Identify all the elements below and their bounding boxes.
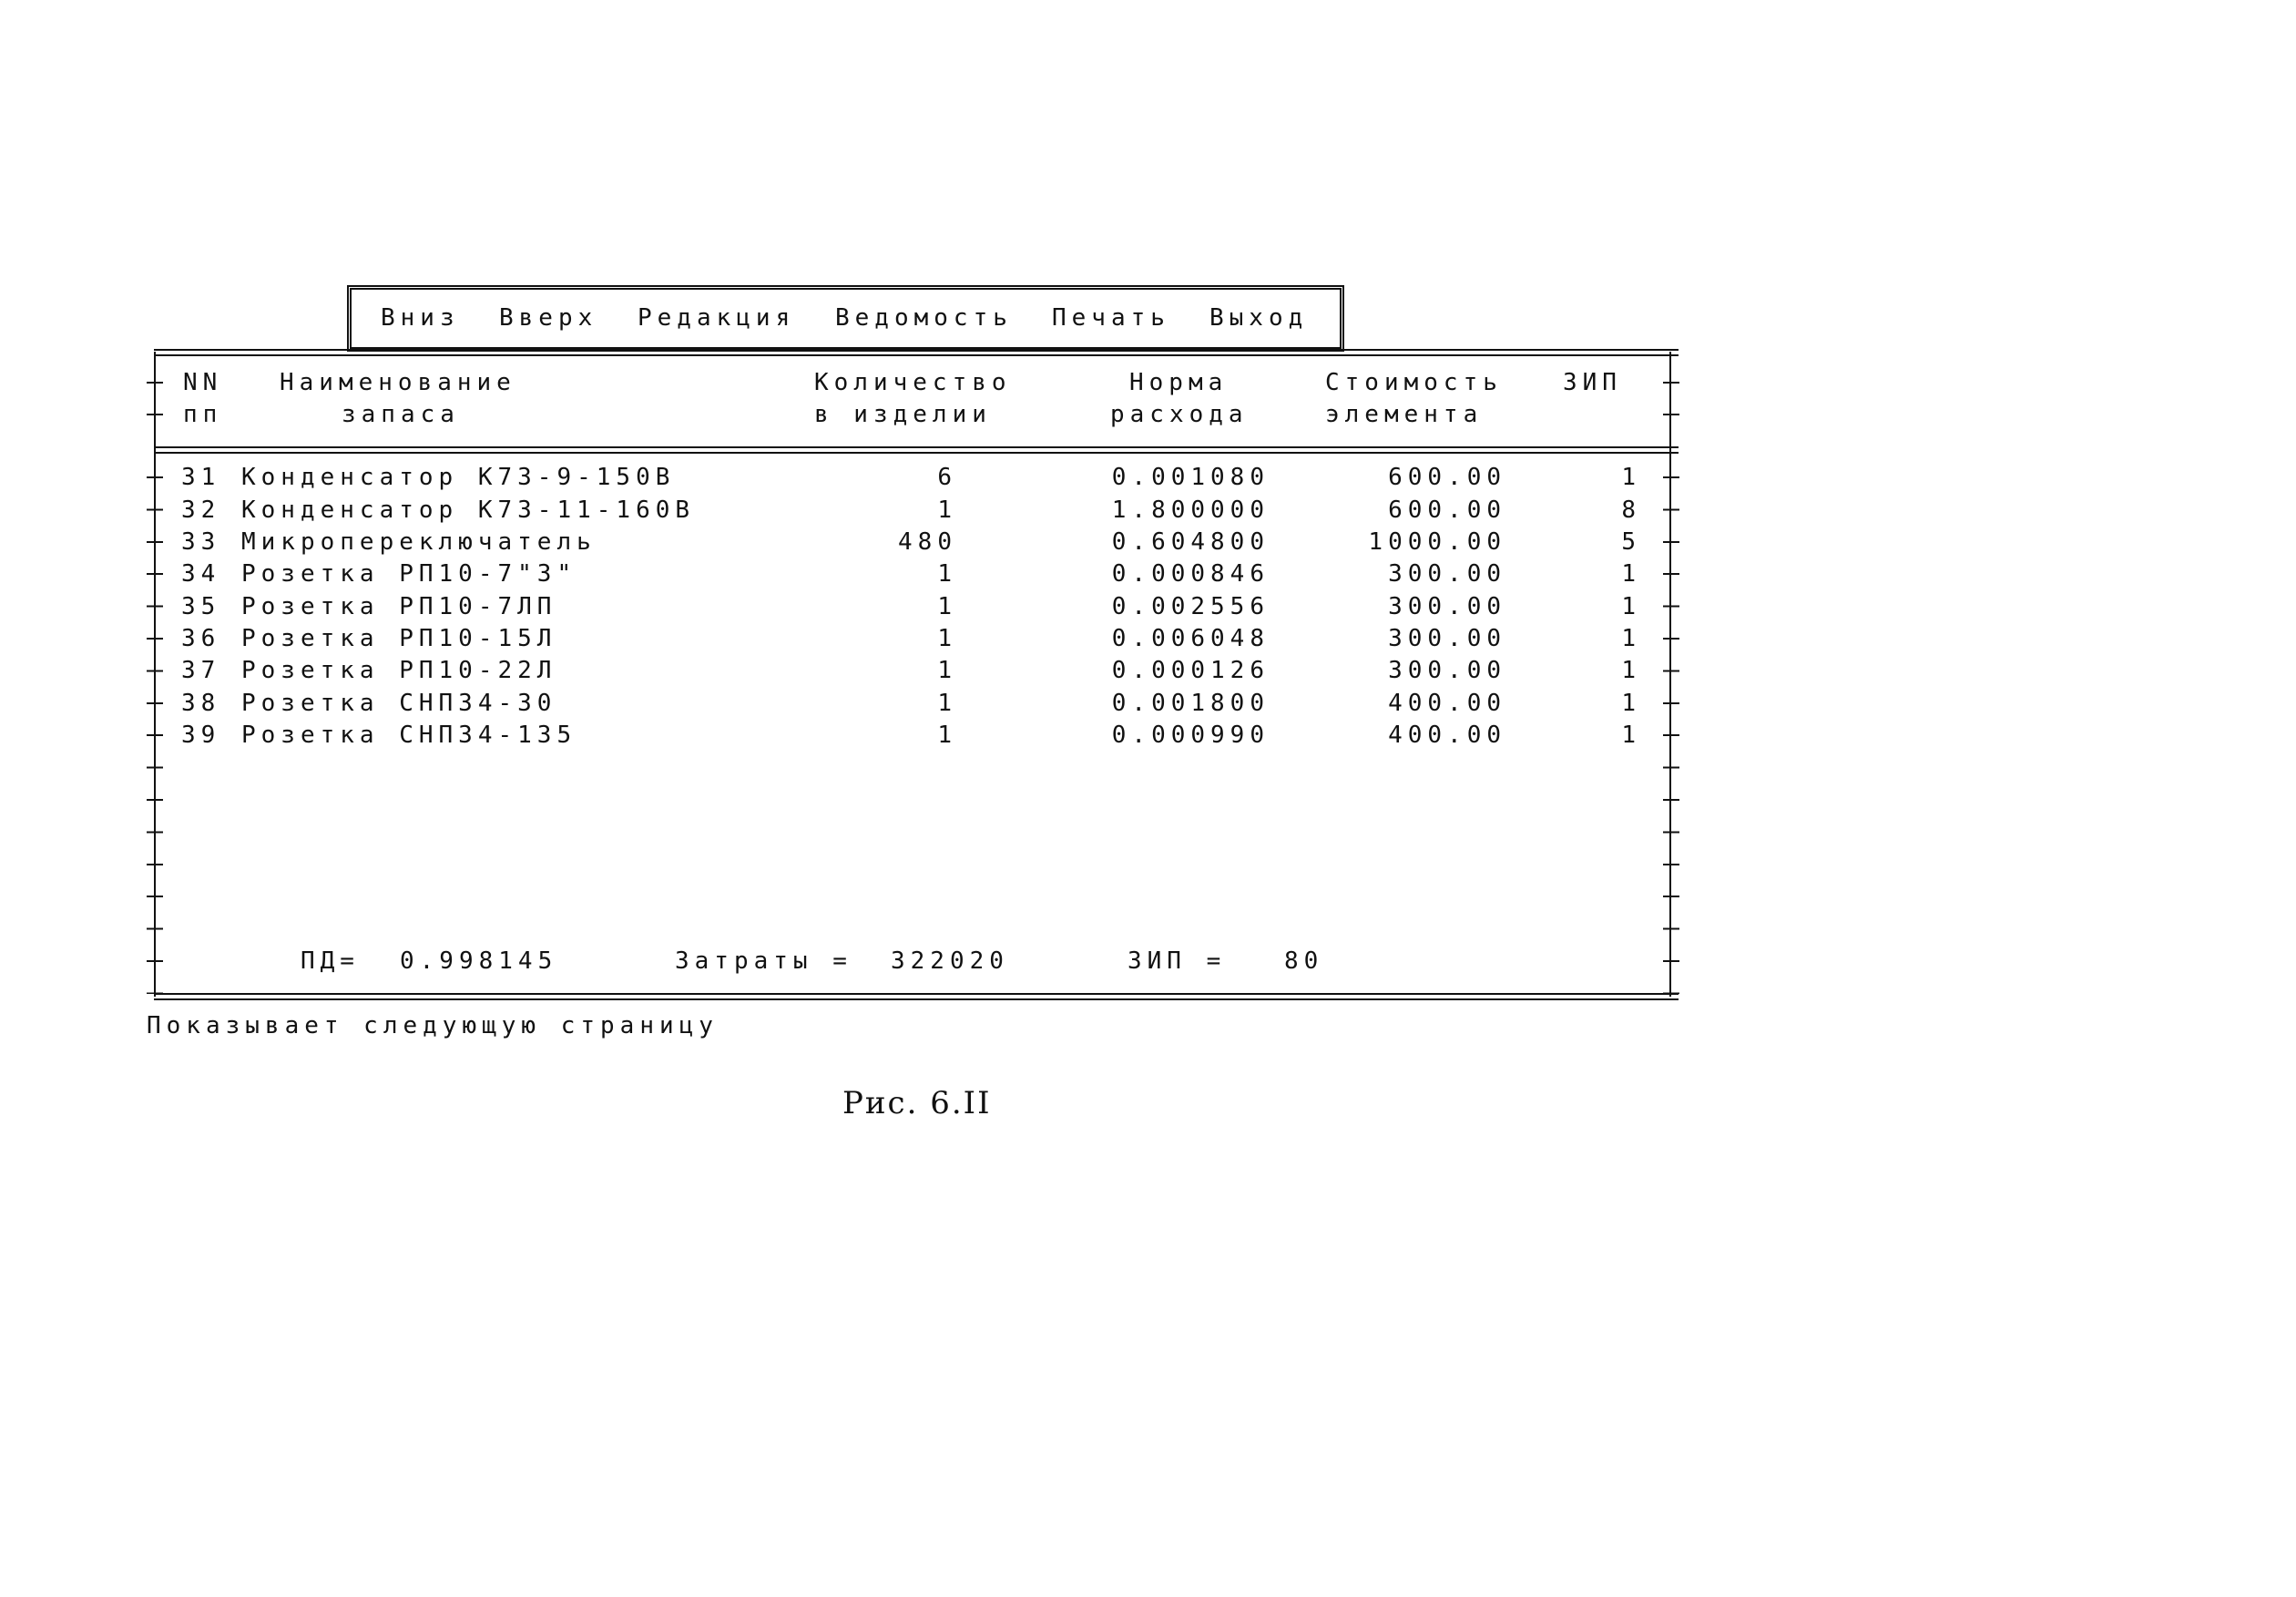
table-row[interactable] — [0, 625, 1821, 652]
cell-cost: 300.00 — [1388, 560, 1506, 588]
cell-name: Конденсатор К73-11-160В — [241, 497, 696, 524]
cell-cost: 300.00 — [1388, 625, 1506, 652]
cell-norm: 0.000126 — [1111, 657, 1270, 684]
cell-norm: 0.000990 — [1111, 722, 1270, 749]
cell-zip: 5 — [1621, 528, 1641, 556]
cell-qty: 480 — [898, 528, 957, 556]
cell-name: Розетка РП10-7"З" — [241, 560, 577, 588]
cell-zip: 8 — [1621, 497, 1641, 524]
menu-item-down[interactable]: Вниз — [381, 304, 460, 332]
cell-nn: 37 — [181, 657, 221, 684]
cell-cost: 600.00 — [1388, 497, 1506, 524]
right-header-ticks — [1663, 382, 1679, 416]
cell-nn: 32 — [181, 497, 221, 524]
table-top-border — [154, 349, 1679, 356]
menu-item-print[interactable]: Печать — [1052, 304, 1170, 332]
status-line: Показывает следующую страницу — [147, 1012, 719, 1039]
cell-norm: 0.001800 — [1111, 690, 1270, 717]
cell-name: Розетка СНП34-135 — [241, 722, 577, 749]
cell-nn: 33 — [181, 528, 221, 556]
pd-label: ПД= — [301, 947, 360, 975]
table-row[interactable] — [0, 593, 1821, 620]
table-row[interactable] — [0, 497, 1821, 524]
header-zip: ЗИП — [1563, 369, 1622, 396]
menu-item-up[interactable]: Вверх — [499, 304, 598, 332]
cell-nn: 35 — [181, 593, 221, 620]
header-norm: Норма — [1129, 369, 1229, 396]
cell-cost: 400.00 — [1388, 690, 1506, 717]
header-qty: Количество — [814, 369, 1012, 396]
header-qty-sub: в изделии — [814, 401, 992, 428]
header-separator — [154, 446, 1679, 454]
cell-qty: 6 — [937, 464, 957, 491]
cost-label: Затраты = — [675, 947, 852, 975]
cell-name: Розетка РП10-7ЛП — [241, 593, 557, 620]
cell-nn: 31 — [181, 464, 221, 491]
pd-value: 0.998145 — [400, 947, 558, 975]
cell-qty: 1 — [937, 690, 957, 717]
cell-name: Розетка СНП34-30 — [241, 690, 557, 717]
cell-norm: 0.000846 — [1111, 560, 1270, 588]
menu-item-edit[interactable]: Редакция — [638, 304, 796, 332]
cell-name: Розетка РП10-15Л — [241, 625, 557, 652]
cell-norm: 0.604800 — [1111, 528, 1270, 556]
header-norm-sub: расхода — [1110, 401, 1249, 428]
cell-nn: 34 — [181, 560, 221, 588]
cell-name: Розетка РП10-22Л — [241, 657, 557, 684]
cell-zip: 1 — [1621, 593, 1641, 620]
cell-zip: 1 — [1621, 625, 1641, 652]
cell-zip: 1 — [1621, 464, 1641, 491]
cost-value: 322020 — [891, 947, 1009, 975]
cell-nn: 36 — [181, 625, 221, 652]
cell-zip: 1 — [1621, 560, 1641, 588]
cell-nn: 39 — [181, 722, 221, 749]
cell-cost: 400.00 — [1388, 722, 1506, 749]
zip-value: 80 — [1284, 947, 1324, 975]
header-nn: NN — [183, 369, 223, 396]
table-row[interactable] — [0, 657, 1821, 684]
cell-norm: 1.800000 — [1111, 497, 1270, 524]
cell-cost: 300.00 — [1388, 657, 1506, 684]
table-row[interactable] — [0, 528, 1821, 556]
cell-qty: 1 — [937, 625, 957, 652]
cell-qty: 1 — [937, 722, 957, 749]
table-row[interactable] — [0, 560, 1821, 588]
cell-cost: 600.00 — [1388, 464, 1506, 491]
cell-qty: 1 — [937, 560, 957, 588]
header-cost-sub: элемента — [1325, 401, 1484, 428]
menu-item-exit[interactable]: Выход — [1209, 304, 1309, 332]
header-name-sub: запаса — [342, 401, 460, 428]
left-header-ticks — [147, 382, 163, 416]
header-nn-sub: пп — [183, 401, 223, 428]
header-name: Наименование — [280, 369, 516, 396]
cell-nn: 38 — [181, 690, 221, 717]
table-row[interactable] — [0, 722, 1821, 749]
cell-norm: 0.002556 — [1111, 593, 1270, 620]
figure-caption: Рис. 6.II — [842, 1085, 992, 1121]
table-row[interactable] — [0, 690, 1821, 717]
cell-qty: 1 — [937, 657, 957, 684]
header-cost: Стоимость — [1325, 369, 1503, 396]
cell-zip: 1 — [1621, 722, 1641, 749]
cell-name: Микропереключатель — [241, 528, 597, 556]
cell-name: Конденсатор К73-9-150В — [241, 464, 676, 491]
menu-bar — [347, 285, 1344, 352]
cell-qty: 1 — [937, 593, 957, 620]
cell-norm: 0.001080 — [1111, 464, 1270, 491]
cell-cost: 1000.00 — [1368, 528, 1506, 556]
cell-cost: 300.00 — [1388, 593, 1506, 620]
zip-label: ЗИП = — [1128, 947, 1227, 975]
table-row[interactable] — [0, 464, 1821, 491]
cell-zip: 1 — [1621, 690, 1641, 717]
cell-zip: 1 — [1621, 657, 1641, 684]
cell-norm: 0.006048 — [1111, 625, 1270, 652]
cell-qty: 1 — [937, 497, 957, 524]
table-bottom-border — [154, 993, 1679, 1000]
menu-item-statement[interactable]: Ведомость — [835, 304, 1013, 332]
